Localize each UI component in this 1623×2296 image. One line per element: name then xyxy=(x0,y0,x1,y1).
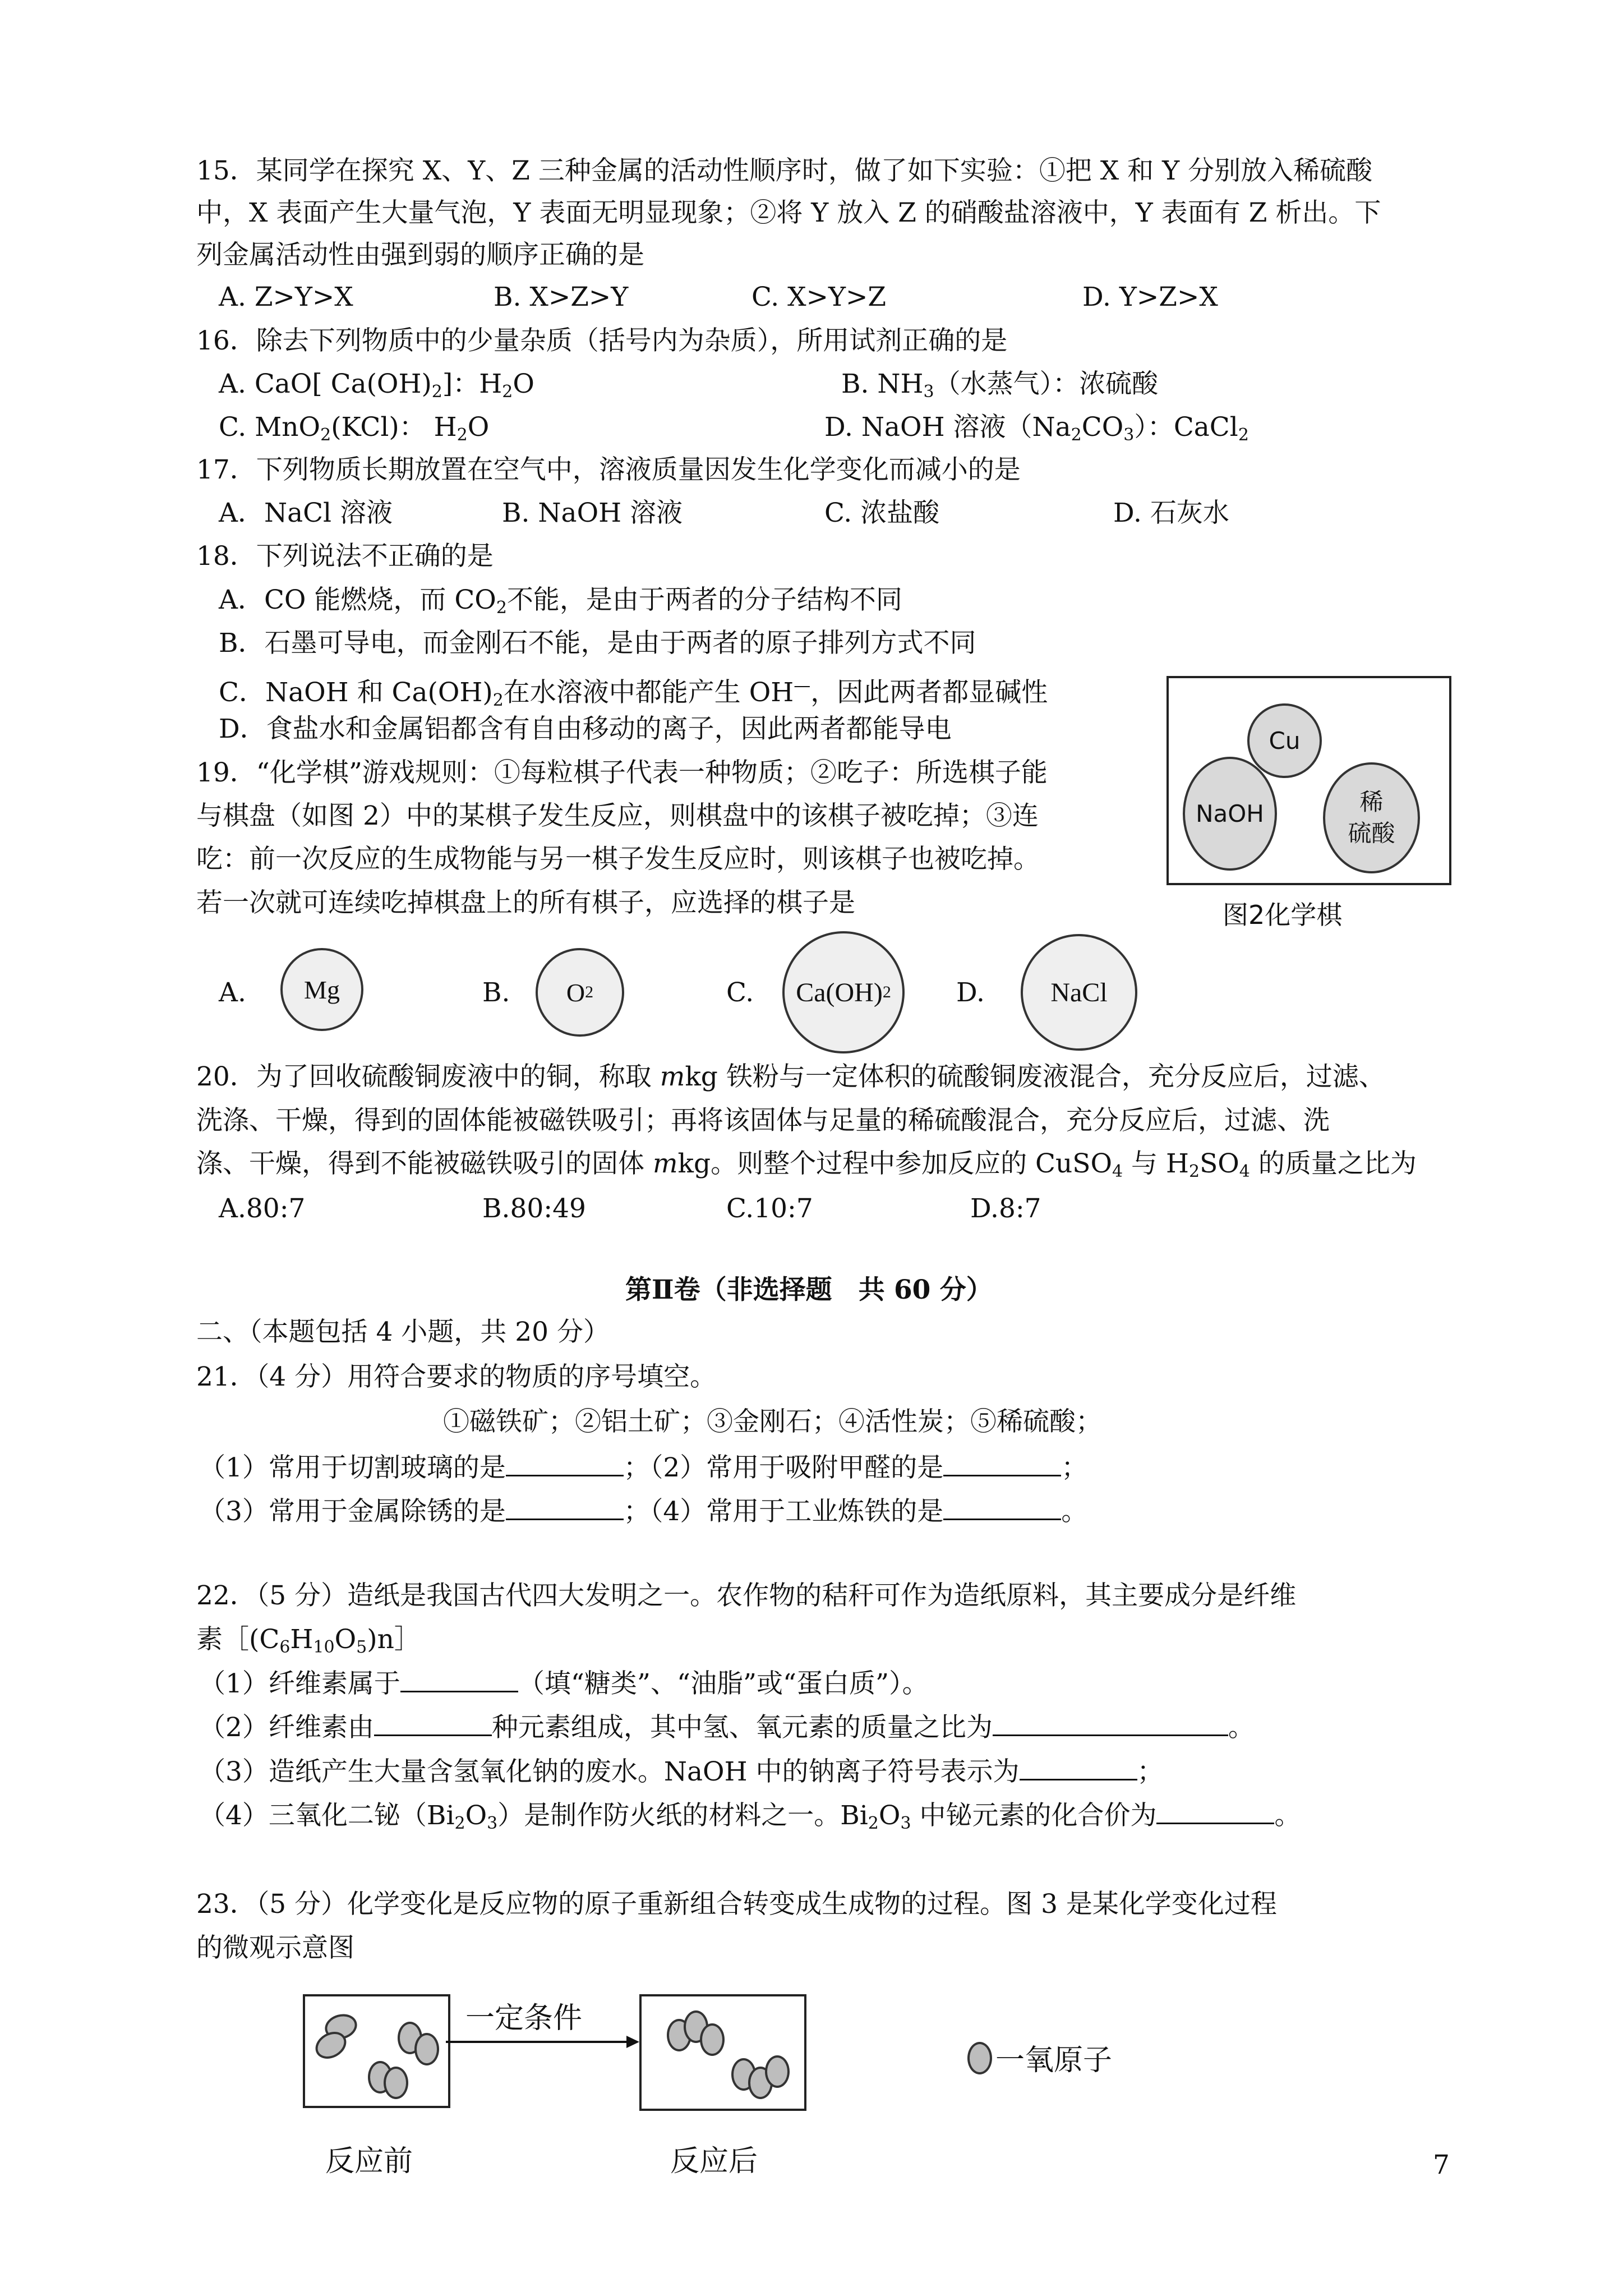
q20-option-c: C.10:7 xyxy=(726,1193,813,1224)
q23-line2: 的微观示意图 xyxy=(196,1932,354,1963)
answer-blank[interactable] xyxy=(943,1494,1061,1520)
q19-option-d-label: D. xyxy=(956,977,985,1008)
piece-cu: Cu xyxy=(1247,703,1322,778)
q23-line1: 23．（5 分）化学变化是反应物的原子重新组合转变成生成物的过程。图 3 是某化学变化过程 xyxy=(196,1889,1277,1920)
q18-option-d: D．食盐水和金属铝都含有自由移动的离子，因此两者都能导电 xyxy=(219,714,952,744)
after-reaction-box xyxy=(639,1994,806,2111)
q19-line4: 若一次就可连续吃掉棋盘上的所有棋子，应选择的棋子是 xyxy=(196,887,855,918)
piece-mg: Mg xyxy=(280,948,363,1031)
answer-blank[interactable] xyxy=(400,1666,518,1692)
oxygen-atom xyxy=(384,2067,408,2099)
q18-option-a: A．CO 能燃烧，而 $CO_2$不能，是由于两者的分子结构不同 xyxy=(219,585,902,618)
q21-substance-list: ①磁铁矿；②铝土矿；③金刚石；④活性炭；⑤稀硫酸； xyxy=(443,1406,1102,1437)
q22-part-2: （2）纤维素由 种元素组成，其中氢、氧元素的质量之比为 。 xyxy=(199,1710,1255,1745)
q16-option-a: A. CaO[ $Ca(OH)_2$]：$H_2O$ xyxy=(219,369,534,402)
q18-option-b: B．石墨可导电，而金刚石不能，是由于两者的原子排列方式不同 xyxy=(219,628,976,659)
q15-option-d: D. Y>Z>X xyxy=(1082,282,1218,312)
q22-line2: 素$[(C_6H_{10}O_5)n]$ xyxy=(196,1624,421,1657)
part-2-title: 第Ⅱ卷（非选择题 共 60 分） xyxy=(625,1274,993,1305)
oxygen-atom xyxy=(414,2033,439,2065)
answer-blank[interactable] xyxy=(506,1494,624,1520)
q17-option-b: B. NaOH 溶液 xyxy=(502,498,683,528)
q15-option-c: C. X>Y>Z xyxy=(751,282,887,312)
q20-line2: 洗涤、干燥，得到的固体能被磁铁吸引；再将该固体与足量的稀硫酸混合，充分反应后，过滤、洗 xyxy=(196,1105,1330,1136)
oxygen-atom xyxy=(765,2055,790,2088)
answer-blank[interactable] xyxy=(993,1710,1228,1736)
q19-option-b-label: B. xyxy=(482,977,510,1008)
piece-caoh2: Ca(OH) 2 xyxy=(782,931,905,1053)
figure-2-chess-board xyxy=(1166,676,1451,885)
legend-oxygen-atom-icon xyxy=(967,2042,992,2074)
q22-part-1: （1）纤维素属于 （填“糖类”、“油脂”或“蛋白质”）。 xyxy=(199,1666,929,1701)
answer-blank[interactable] xyxy=(506,1450,624,1476)
q20-line3: 涤、干燥，得到不能被磁铁吸引的固体 mkg。则整个过程中参加反应的 CuSO$_4$ 与 $H_2SO_4$ 的质量之比为 xyxy=(196,1148,1417,1181)
q19-option-c-label: C. xyxy=(726,977,754,1008)
answer-blank[interactable] xyxy=(374,1710,492,1736)
oxygen-atom xyxy=(700,2023,725,2056)
q21-stem: 21．（4 分）用符合要求的物质的序号填空。 xyxy=(196,1361,717,1392)
q16-option-c: C. MnO$_2$(KCl)： $H_2O$ xyxy=(219,412,490,445)
answer-blank[interactable] xyxy=(1020,1754,1137,1780)
answer-blank[interactable] xyxy=(1156,1798,1274,1824)
q17-option-d: D. 石灰水 xyxy=(1113,498,1229,528)
before-reaction-label: 反应前 xyxy=(325,2145,413,2178)
q17-stem: 17．下列物质长期放置在空气中，溶液质量因发生化学变化而减小的是 xyxy=(196,454,1021,485)
piece-nacl: NaCl xyxy=(1021,934,1137,1051)
q16-option-d: D. NaOH 溶液$(Na_2CO_3)$：CaCl$_2$ xyxy=(824,412,1249,445)
q20-line1: 20．为了回收硫酸铜废液中的铜，称取 mkg 铁粉与一定体积的硫酸铜废液混合，充分反应后，过滤、 xyxy=(196,1061,1385,1092)
q22-part-4: （4）三氧化二铋$(Bi_2O_3)$是制作防火纸的材料之一。$Bi_2O_3$ 中铋元素的化合价为 。 xyxy=(199,1798,1301,1841)
before-reaction-box xyxy=(303,1994,450,2108)
q16-stem: 16．除去下列物质中的少量杂质（括号内为杂质），所用试剂正确的是 xyxy=(196,325,1008,356)
q21-part-3-4: （3）常用于金属除锈的是 ；（4）常用于工业炼铁的是 。 xyxy=(199,1494,1087,1529)
q15-line2: 中，X 表面产生大量气泡，Y 表面无明显现象；②将 Y 放入 Z 的硝酸盐溶液中，Y 表面有 Z 析出。下 xyxy=(196,197,1381,228)
legend-label: 一氧原子 xyxy=(995,2044,1113,2077)
q22-part-3: （3）造纸产生大量含氢氧化钠的废水。NaOH 中的钠离子符号表示为 ； xyxy=(199,1754,1164,1789)
piece-naoh: NaOH xyxy=(1183,757,1277,871)
figure-2-caption: 图2化学棋 xyxy=(1223,900,1343,930)
q20-option-d: D.8:7 xyxy=(970,1193,1041,1224)
q15-line3: 列金属活动性由强到弱的顺序正确的是 xyxy=(196,240,644,270)
q19-option-a-label: A. xyxy=(219,977,246,1008)
q15-option-b: B. X>Z>Y xyxy=(494,282,629,312)
q20-option-b: B.80:49 xyxy=(482,1193,586,1224)
q21-part-1-2: （1）常用于切割玻璃的是 ；（2）常用于吸附甲醛的是 ； xyxy=(199,1450,1087,1485)
q15-option-a: A. Z>Y>X xyxy=(219,282,353,312)
after-reaction-label: 反应后 xyxy=(670,2145,758,2178)
q19-line2: 与棋盘（如图 2）中的某棋子发生反应，则棋盘中的该棋子被吃掉；③连 xyxy=(196,800,1039,831)
q19-line3: 吃：前一次反应的生成物能与另一棋子发生反应时，则该棋子也被吃掉。 xyxy=(196,844,1040,875)
q15-line1: 15．某同学在探究 X、Y、Z 三种金属的活动性顺序时，做了如下实验：①把 X 和 Y 分别放入稀硫酸 xyxy=(196,155,1373,186)
q20-option-a: A.80:7 xyxy=(219,1193,306,1224)
q18-option-c: C．NaOH 和 $Ca(OH)_2$在水溶液中都能产生 OH—，因此两者都显碱性 xyxy=(219,676,1048,710)
q17-option-a: A．NaCl 溶液 xyxy=(219,498,393,528)
q19-line1: 19．“化学棋”游戏规则：①每粒棋子代表一种物质；②吃子：所选棋子能 xyxy=(196,757,1048,788)
q22-line1: 22．（5 分）造纸是我国古代四大发明之一。农作物的秸秆可作为造纸原料，其主要成分是纤维 xyxy=(196,1580,1297,1611)
q17-option-c: C. 浓盐酸 xyxy=(824,498,940,528)
page-number: 7 xyxy=(1433,2150,1450,2180)
piece-dilute-sulfuric-acid: 稀 硫酸 xyxy=(1323,762,1420,873)
q16-option-b: B. $NH_3$（水蒸气）：浓硫酸 xyxy=(841,369,1159,402)
reaction-condition-label: 一定条件 xyxy=(465,2001,583,2035)
piece-o2: O 2 xyxy=(536,948,624,1037)
answer-blank[interactable] xyxy=(943,1450,1061,1476)
section-2-heading: 二、（本题包括 4 小题，共 20 分） xyxy=(196,1317,610,1347)
q18-stem: 18．下列说法不正确的是 xyxy=(196,541,494,572)
